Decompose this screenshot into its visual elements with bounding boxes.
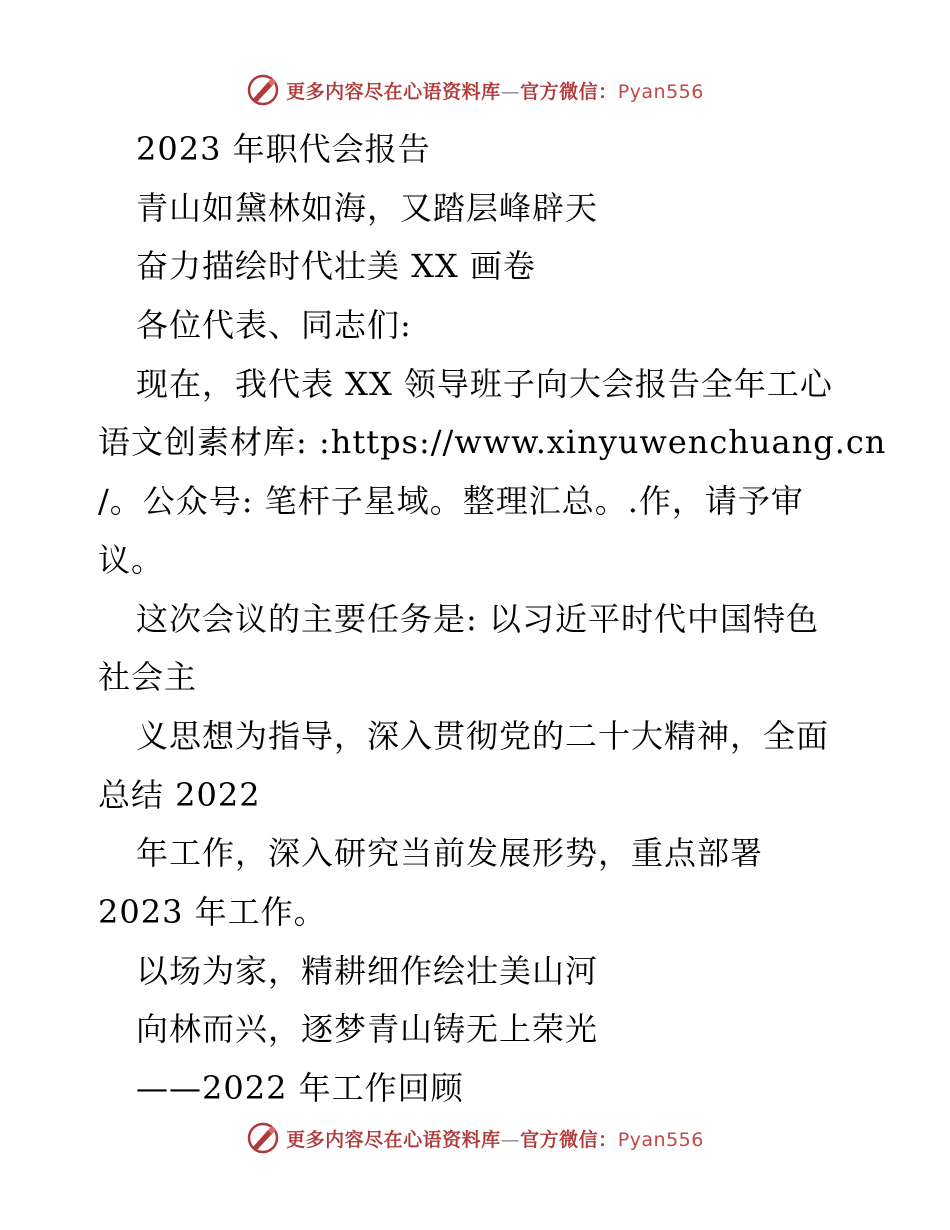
watermark-site-name: 更多内容尽在心语资料库 [286,1128,501,1151]
doc-section-heading-3: ——2022 年工作回顾 [136,1069,464,1107]
doc-title: 2023 年职代会报告 [136,130,431,168]
watermark-wechat-handle: Pyan556 [617,1128,704,1151]
watermark-dash: — [500,1128,521,1151]
watermark-wechat-label: 官方微信： [520,80,618,103]
pen-logo-icon [246,73,280,107]
watermark-wechat-handle: Pyan556 [617,80,704,103]
watermark-text [286,1125,704,1152]
doc-section-heading-2: 向林而兴，逐梦青山铸无上荣光 [136,1010,599,1049]
watermark-site-name: 更多内容尽在心语资料库 [286,80,501,103]
doc-paragraph-line: 总结 2022 [98,775,261,814]
header-watermark-banner [0,70,950,110]
doc-paragraph-line: 年工作，深入研究当前发展形势，重点部署 [136,834,764,873]
doc-subtitle-1: 青山如黛林如海，又踏层峰辟天 [136,188,599,227]
doc-paragraph-line: 2023 年工作。 [98,892,327,931]
watermark-text [286,77,704,104]
doc-paragraph-line: /。公众号: 笔杆子星域。整理汇总。.作，请予审 [98,482,804,521]
doc-section-heading-1: 以场为家，精耕细作绘壮美山河 [136,951,599,990]
doc-paragraph-line: 这次会议的主要任务是: 以习近平时代中国特色 [136,599,819,638]
doc-paragraph-line: 语文创素材库: :https://www.xinyuwenchuang.cn [98,423,887,462]
doc-paragraph-line: 义思想为指导，深入贯彻党的二十大精神，全面 [136,716,830,755]
doc-salutation: 各位代表、同志们: [136,306,412,345]
doc-paragraph-line: 现在，我代表 XX 领导班子向大会报告全年工心 [136,364,833,403]
pen-logo-icon [246,1121,280,1155]
doc-paragraph-line: 议。 [98,540,165,579]
footer-watermark-banner [0,1118,950,1158]
watermark-wechat-label: 官方微信： [520,1128,618,1151]
doc-paragraph-line: 社会主 [98,658,198,697]
watermark-dash: — [500,80,521,103]
doc-subtitle-2: 奋力描绘时代壮美 XX 画卷 [136,247,536,286]
document-body [98,120,887,1118]
